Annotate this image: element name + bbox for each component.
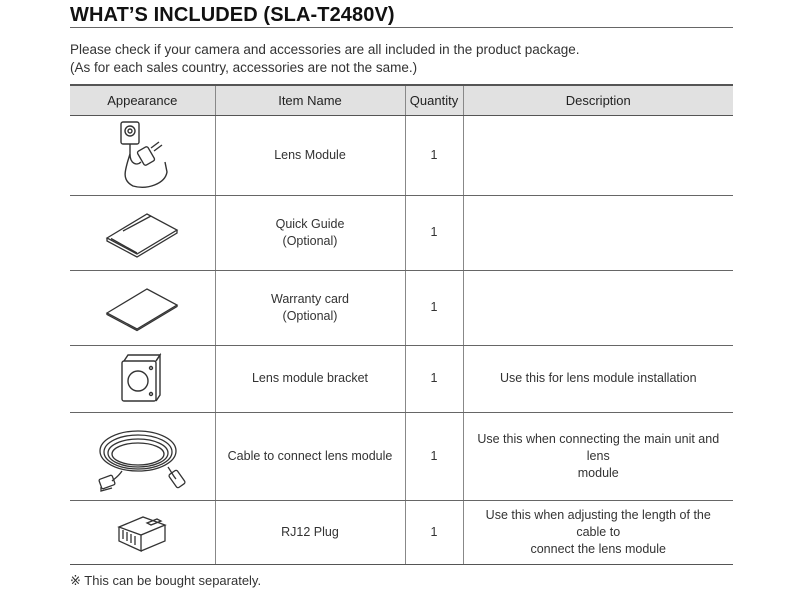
item-name-line: Lens module bracket <box>251 371 369 385</box>
table-row <box>70 115 733 195</box>
appearance-cell <box>70 500 215 564</box>
item-name-cell <box>215 195 405 270</box>
item-name-line: Lens Module <box>274 147 346 162</box>
quantity-cell: 1 <box>405 412 463 500</box>
item-name-line: Quick Guide <box>275 216 345 231</box>
description-cell <box>463 500 733 564</box>
title-divider <box>70 27 733 28</box>
appearance-cell <box>70 270 215 345</box>
appearance-cell <box>70 195 215 270</box>
appearance-cell <box>70 412 215 500</box>
intro-text <box>70 41 580 77</box>
description-cell <box>463 115 733 195</box>
rj12-plug-icon <box>113 509 171 555</box>
header-description: Description <box>463 85 733 115</box>
header-quantity: Quantity <box>405 85 463 115</box>
table-row <box>70 500 733 564</box>
description-line: module <box>577 465 619 480</box>
description-cell <box>463 270 733 345</box>
appearance-cell <box>70 345 215 412</box>
header-appearance: Appearance <box>70 85 215 115</box>
quantity-cell: 1 <box>405 500 463 564</box>
description-cell <box>463 412 733 500</box>
header-item-name: Item Name <box>215 85 405 115</box>
description-line: Use this when adjusting the length of the cable to <box>485 507 711 539</box>
item-name-cell <box>215 345 405 412</box>
footnote: ※ This can be bought separately. <box>70 573 262 588</box>
item-name-line: (Optional) <box>282 308 338 323</box>
appearance-cell <box>70 115 215 195</box>
item-name-line: Cable to connect lens module <box>227 448 393 463</box>
quantity-cell: 1 <box>405 345 463 412</box>
description-line: Use this when connecting the main unit and lens <box>477 431 720 463</box>
bracket-icon <box>116 351 168 407</box>
intro-line-1: Please check if your camera and accessories are all included in the product package. <box>70 42 580 57</box>
table-row <box>70 412 733 500</box>
item-name-cell <box>215 270 405 345</box>
table-header-row <box>70 85 733 115</box>
cable-icon <box>92 415 192 497</box>
item-name-line: RJ12 Plug <box>281 524 339 539</box>
intro-line-2: (As for each sales country, accessories are not the same.) <box>70 60 418 75</box>
item-name-cell <box>215 115 405 195</box>
page-title: WHAT’S INCLUDED (SLA-T2480V) <box>70 4 395 26</box>
quantity-cell: 1 <box>405 115 463 195</box>
quantity-cell: 1 <box>405 270 463 345</box>
item-name-cell <box>215 500 405 564</box>
lens-module-icon <box>107 118 177 192</box>
item-name-line: (Optional) <box>282 233 338 248</box>
description-cell <box>463 195 733 270</box>
quantity-cell: 1 <box>405 195 463 270</box>
quick-guide-icon <box>103 208 181 258</box>
table-row <box>70 345 733 412</box>
table-row <box>70 270 733 345</box>
description-cell <box>463 345 733 412</box>
table-row <box>70 195 733 270</box>
warranty-card-icon <box>103 283 181 333</box>
description-line: connect the lens module <box>530 541 666 556</box>
items-table <box>70 84 733 565</box>
item-name-cell <box>215 412 405 500</box>
description-line: Use this for lens module installation <box>499 371 697 385</box>
item-name-line: Warranty card <box>270 291 350 306</box>
